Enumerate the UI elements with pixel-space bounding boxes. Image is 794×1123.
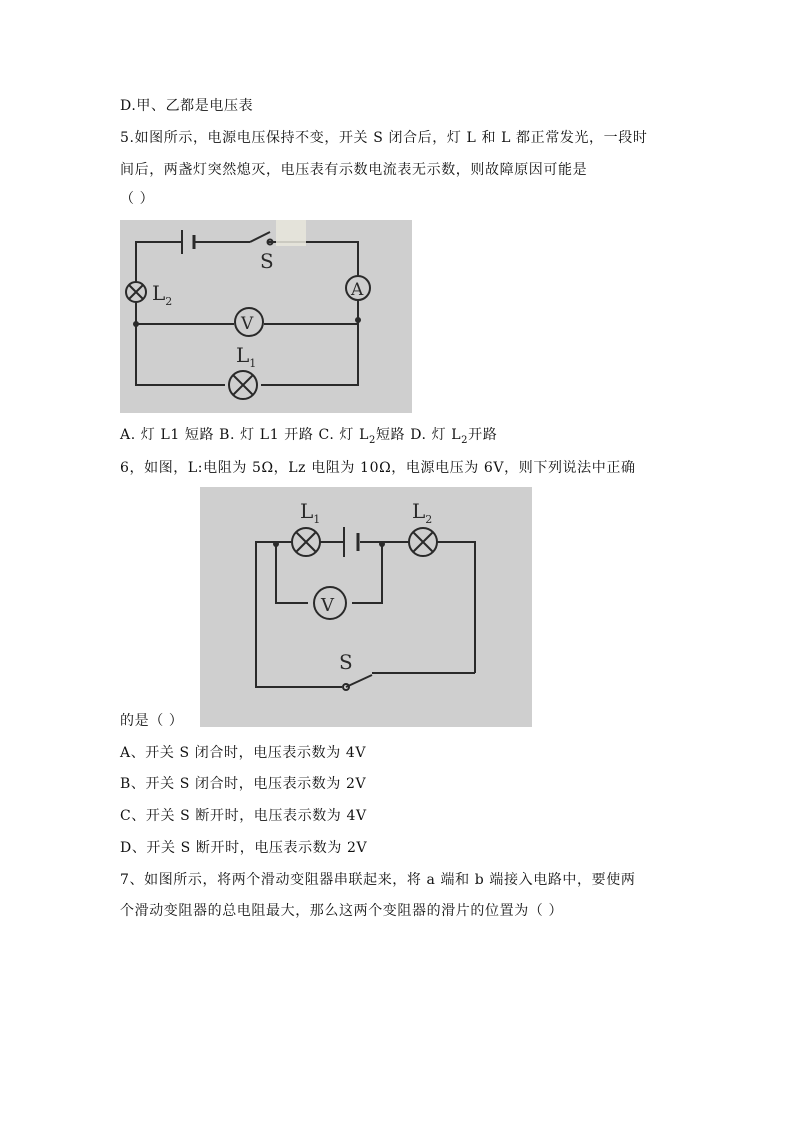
q5-lamp-bottom-label: L (236, 343, 250, 367)
q7-stem-line2: 个滑动变阻器的总电阻最大，那么这两个变阻器的滑片的位置为（ ） (120, 903, 564, 919)
svg-text:L1 (236, 343, 256, 370)
q6-lamp-l1-icon (292, 528, 320, 556)
q5-answer-blank: （ ） (120, 191, 155, 207)
q5-lamp-l1-icon (229, 371, 257, 399)
q6-lamp1-sub: 1 (313, 513, 321, 526)
q4-option-d: D.甲、乙都是电压表 (120, 98, 254, 114)
q6-option-c: C、开关 S 断开时，电压表示数为 4V (120, 808, 367, 824)
q5-ammeter-label: A (351, 280, 364, 300)
q5-stem-line1: 5.如图所示，电源电压保持不变，开关 S 闭合后，灯 L 和 L 都正常发光，一段时 (120, 130, 648, 146)
q6-lamp2-sub: 2 (425, 513, 433, 526)
q6-voltmeter-label: V (321, 595, 334, 616)
q6-stem-line1: 6，如图，L:电阻为 5Ω，Lz 电阻为 10Ω，电源电压为 6V，则下列说法中正确 (120, 460, 636, 476)
q5-lamp-top-sub: 2 (165, 295, 173, 308)
q6-stem-line2: 的是（ ） (120, 713, 184, 729)
q5-stem-line2: 间后，两盏灯突然熄灭，电压表有示数电流表无示数，则故障原因可能是 (120, 162, 588, 178)
svg-text:L2 (412, 499, 432, 526)
q6-option-b: B、开关 S 闭合时，电压表示数为 2V (120, 776, 367, 792)
q7-stem-line1: 7、如图所示，将两个滑动变阻器串联起来，将 a 端和 b 端接入电路中，要使两 (120, 872, 636, 888)
q5-switch-label: S (260, 249, 274, 273)
q5-options: A. 灯 L1 短路 B. 灯 L1 开路 C. 灯 $L_2$短路 D. 灯 $L_2$开路 (120, 427, 498, 446)
q6-circuit-figure (200, 487, 532, 727)
q5-lamp-top-label: L (152, 281, 166, 305)
q6-lamp2-label: L (412, 499, 426, 523)
q5-circuit-figure (120, 220, 412, 413)
q5-lamp-bottom-sub: 1 (249, 357, 257, 370)
q6-option-a: A、开关 S 闭合时，电压表示数为 4V (120, 745, 367, 761)
q5-lamp-l2-icon (126, 282, 146, 302)
q6-option-d: D、开关 S 断开时，电压表示数为 2V (120, 840, 368, 856)
q5-voltmeter-label: V (241, 314, 254, 334)
q6-switch-label: S (339, 650, 353, 674)
svg-text:L1 (300, 499, 320, 526)
q6-lamp-l2-icon (409, 528, 437, 556)
svg-text:L2 (152, 281, 172, 308)
q6-lamp1-label: L (300, 499, 314, 523)
